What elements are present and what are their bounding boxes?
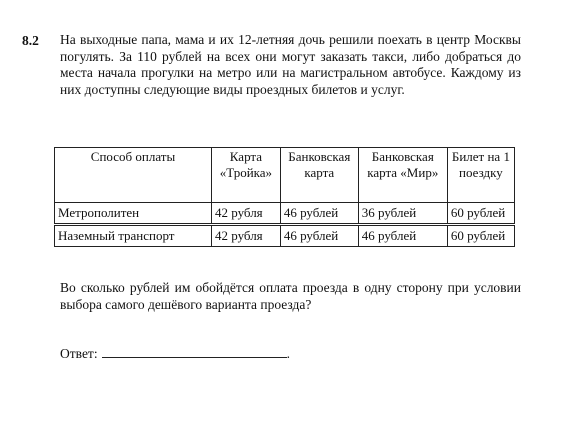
fares-table (54, 147, 515, 247)
row-label-ground-transport: Наземный транспорт (55, 225, 212, 247)
table-cell: 46 рублей (358, 225, 447, 247)
answer-label: Ответ: (60, 346, 98, 361)
table-cell: 46 рублей (280, 203, 358, 225)
answer-line (60, 345, 290, 362)
header-single-ticket: Билет на 1 поездку (447, 148, 514, 203)
table-row (55, 203, 515, 225)
header-mir-card: Банковская карта «Мир» (358, 148, 447, 203)
row-label-metro: Метрополитен (55, 203, 212, 225)
header-payment-method: Способ оплаты (55, 148, 212, 203)
header-troika-card: Карта «Тройка» (212, 148, 281, 203)
table-row (55, 225, 515, 247)
table-cell: 42 рубля (212, 225, 281, 247)
header-bank-card: Банковская карта (280, 148, 358, 203)
table-cell: 36 рублей (358, 203, 447, 225)
task-statement: На выходные папа, мама и их 12-летняя дочь решили поехать в центр Москвы погулять. За 110 рублей на всех они могут заказать такси, либо добраться до места начала прогулки на метро или на магистральном автобусе. Каждому из них доступны следующие виды проездных билетов и услуг. (60, 32, 521, 97)
table-cell: 60 рублей (447, 225, 514, 247)
table-cell: 60 рублей (447, 203, 514, 225)
table-cell: 42 рубля (212, 203, 281, 225)
answer-blank[interactable] (102, 345, 287, 358)
table-cell: 46 рублей (280, 225, 358, 247)
question-text: Во сколько рублей им обойдётся оплата проезда в одну сторону при условии выбора самого дешёвого варианта проезда? (60, 280, 521, 312)
table-header-row (55, 148, 515, 203)
task-number: 8.2 (22, 33, 39, 48)
answer-end: . (286, 346, 290, 361)
